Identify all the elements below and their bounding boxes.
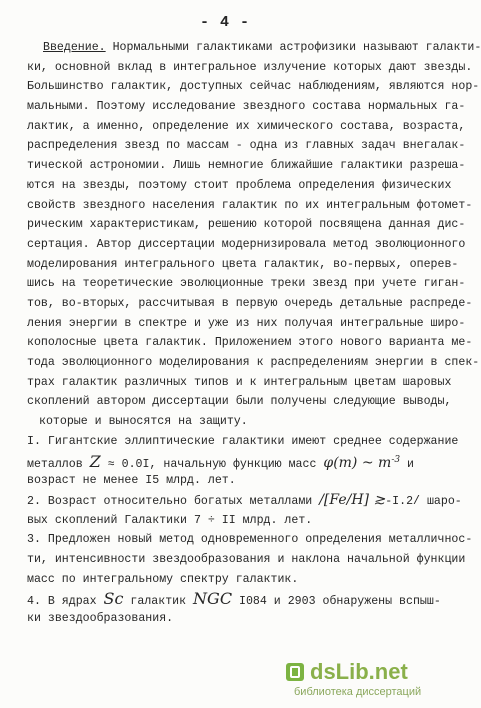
conclusion-1-line-2	[27, 451, 427, 471]
intro-line: сертация. Автор диссертации модернизировала метод эволюционного	[27, 237, 466, 251]
intro-line: моделирования интегрального цвета галактик, во-первых, оперев-	[27, 257, 459, 271]
imf-formula: φ(m) ~ m	[323, 455, 392, 472]
conclusion-4-suffix: I084 и 2903 обнаружены вспыш-	[232, 595, 441, 609]
sc-type-label: Sc	[103, 589, 124, 609]
intro-line: мальными. Поэтому исследование звездного состава нормальных га-	[27, 100, 466, 114]
metallicity-symbol: Z	[89, 452, 101, 472]
intro-line: рическим характеристикам, решению которой посвящена данная дис-	[27, 218, 466, 232]
intro-first-line-text: Нормальными галактиками астрофизики называют галакти-	[105, 41, 481, 54]
intro-line: ки, основной вклад в интегральное излучение которых дают звезды.	[27, 60, 473, 74]
intro-heading: Введение.	[43, 41, 106, 54]
conclusion-3-line-3: масс по интегральному спектру галактик.	[27, 572, 299, 586]
intro-line: ления энергии в спектре и уже из них получая интегральные широ-	[27, 316, 466, 330]
conclusion-4-mid: галактик	[123, 595, 194, 609]
intro-line: кополосные цвета галактик. Приложением этого нового варианта ме-	[27, 336, 473, 350]
intro-line: тической астрономии. Лишь немногие ближайшие галактики разреша-	[27, 159, 466, 173]
intro-line: свойств звездного населения галактик по их интегральным фотомет-	[27, 198, 473, 212]
conclusion-2-line-1	[27, 491, 462, 511]
watermark-brand: dsLib.net	[310, 659, 408, 684]
intro-line: лактик, а именно, определение их химического состава, возраста,	[27, 119, 466, 133]
conclusion-1-line-1: I. Гигантские эллиптические галактики имеют среднее содержание	[27, 434, 459, 448]
intro-first-line	[27, 38, 481, 58]
conclusion-4-line-1	[27, 589, 441, 609]
intro-line: Большинство галактик, доступных сейчас наблюдениям, являются нор-	[27, 80, 480, 94]
watermark[interactable]	[286, 659, 436, 698]
metals-label: металлов	[27, 458, 90, 472]
watermark-subtitle: библиотека диссертаций	[294, 686, 422, 698]
conjunction-and: и	[400, 458, 415, 472]
conclusion-2-suffix: -I.2/ шаро-	[385, 494, 462, 508]
page-number: - 4 -	[199, 14, 250, 31]
intro-line: шись на теоретические эволюционные треки звезд при учете гиган-	[27, 277, 466, 291]
feh-formula: /[Fe/H] ≳	[319, 491, 386, 508]
intro-line: скоплений автором диссертации были получены следующие выводы,	[27, 395, 452, 409]
conclusion-4-line-2: ки звездообразования.	[27, 611, 174, 625]
watermark-logo	[286, 659, 436, 685]
conclusion-3-line-2: ти, интенсивности звездообразования и наклона начальной функции	[27, 552, 466, 566]
conclusion-4-prefix: 4. В ядрах	[27, 595, 104, 609]
intro-line: тов, во-вторых, рассчитывая в первую очередь детальные распреде-	[27, 296, 473, 310]
metallicity-value: ≈ 0.0I, начальную функцию масс	[100, 458, 324, 472]
intro-line: тода эволюционного моделирования к распределениям энергии в спек-	[27, 356, 480, 369]
intro-line: ются на звезды, поэтому стоит проблема определения физических	[27, 178, 452, 192]
book-icon	[286, 663, 304, 681]
imf-exponent: -3	[391, 455, 401, 466]
conclusion-2-line-2: вых скоплений Галактики 7 ÷ II млрд. лет.	[27, 513, 313, 527]
conclusion-1-line-3: возраст не менее I5 млрд. лет.	[27, 474, 236, 488]
conclusion-2-prefix: 2. Возраст относительно богатых металлами	[27, 494, 320, 508]
intro-line: трах галактик различных типов и к интегральным цветам шаровых	[27, 375, 452, 389]
ngc-label: NGC	[193, 589, 233, 609]
document-body	[27, 38, 481, 629]
intro-line: распределения звезд по массам - одна из главных задач внегалак-	[27, 139, 466, 153]
conclusion-3-line-1: 3. Предложен новый метод одновременного определения металличнос-	[27, 533, 473, 547]
intro-last-line: которые и выносятся на защиту.	[39, 415, 248, 429]
